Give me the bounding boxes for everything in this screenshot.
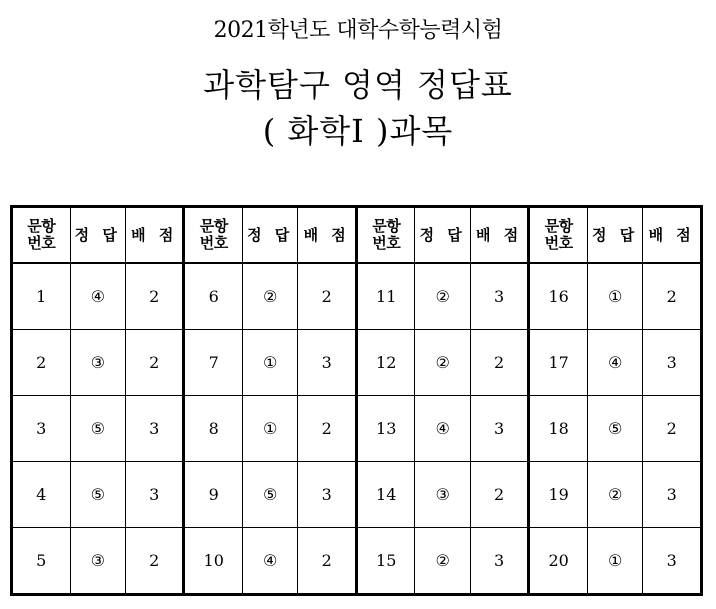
answer-cell: ⑤ — [70, 462, 125, 528]
table-row — [12, 330, 702, 396]
answer-cell: ① — [587, 263, 642, 330]
question-number-cell: 12 — [356, 330, 415, 396]
header-answer: 정 답 — [587, 207, 642, 264]
points-cell: 2 — [643, 396, 702, 462]
header-answer: 정 답 — [70, 207, 125, 264]
answer-cell: ② — [415, 528, 470, 595]
answer-cell: ⑤ — [587, 396, 642, 462]
question-number-cell: 9 — [184, 462, 243, 528]
answer-cell: ① — [587, 528, 642, 595]
points-cell: 3 — [643, 330, 702, 396]
question-number-cell: 19 — [529, 462, 588, 528]
header-points: 배 점 — [125, 207, 184, 264]
answer-cell: ⑤ — [70, 396, 125, 462]
question-number-cell: 17 — [529, 330, 588, 396]
points-cell: 2 — [125, 330, 184, 396]
header-question-number-line1: 문항 — [544, 217, 573, 235]
header-question-number — [356, 207, 415, 264]
points-cell: 3 — [470, 528, 529, 595]
answer-table-body — [12, 263, 702, 595]
table-row — [12, 263, 702, 330]
points-cell: 2 — [643, 263, 702, 330]
points-cell: 2 — [298, 263, 357, 330]
points-cell: 2 — [470, 462, 529, 528]
header-points: 배 점 — [298, 207, 357, 264]
answer-cell: ② — [242, 263, 297, 330]
points-cell: 3 — [125, 462, 184, 528]
answer-cell: ⑤ — [242, 462, 297, 528]
header-question-number — [184, 207, 243, 264]
header-answer: 정 답 — [415, 207, 470, 264]
question-number-cell: 1 — [12, 263, 71, 330]
question-number-cell: 18 — [529, 396, 588, 462]
answer-cell: ③ — [70, 528, 125, 595]
answer-cell: ④ — [242, 528, 297, 595]
table-row — [12, 462, 702, 528]
points-cell: 3 — [643, 528, 702, 595]
points-cell: 3 — [298, 462, 357, 528]
table-row — [12, 396, 702, 462]
answer-cell: ④ — [70, 263, 125, 330]
points-cell: 2 — [470, 330, 529, 396]
question-number-cell: 4 — [12, 462, 71, 528]
points-cell: 2 — [125, 263, 184, 330]
subject-heading: ( 화학Ⅰ )과목 — [262, 112, 454, 150]
header-question-number-line2: 번호 — [372, 234, 401, 252]
answer-cell: ④ — [587, 330, 642, 396]
header-answer: 정 답 — [242, 207, 297, 264]
answer-cell: ① — [242, 330, 297, 396]
points-cell: 3 — [470, 263, 529, 330]
header-points: 배 점 — [643, 207, 702, 264]
answer-key-table — [10, 205, 703, 596]
points-cell: 3 — [298, 330, 357, 396]
header-points: 배 점 — [470, 207, 529, 264]
header-question-number-line1: 문항 — [27, 217, 56, 235]
question-number-cell: 3 — [12, 396, 71, 462]
question-number-cell: 11 — [356, 263, 415, 330]
answer-cell: ② — [587, 462, 642, 528]
question-number-cell: 20 — [529, 528, 588, 595]
points-cell: 2 — [298, 396, 357, 462]
header-question-number-line2: 번호 — [544, 234, 573, 252]
header-question-number-line1: 문항 — [372, 217, 401, 235]
question-number-cell: 15 — [356, 528, 415, 595]
header-question-number — [529, 207, 588, 264]
question-number-cell: 13 — [356, 396, 415, 462]
question-number-cell: 7 — [184, 330, 243, 396]
points-cell: 3 — [643, 462, 702, 528]
exam-year-heading: 2021학년도 대학수학능력시험 — [213, 18, 503, 43]
answer-cell: ① — [242, 396, 297, 462]
points-cell: 2 — [298, 528, 357, 595]
answer-cell: ② — [415, 330, 470, 396]
question-number-cell: 10 — [184, 528, 243, 595]
answer-cell: ③ — [70, 330, 125, 396]
points-cell: 3 — [125, 396, 184, 462]
page-title: 과학탐구 영역 정답표 — [203, 66, 513, 104]
question-number-cell: 16 — [529, 263, 588, 330]
question-number-cell: 8 — [184, 396, 243, 462]
table-row — [12, 528, 702, 595]
answer-cell: ④ — [415, 396, 470, 462]
question-number-cell: 2 — [12, 330, 71, 396]
answer-cell: ③ — [415, 462, 470, 528]
question-number-cell: 6 — [184, 263, 243, 330]
header-question-number — [12, 207, 71, 264]
points-cell: 3 — [470, 396, 529, 462]
header-question-number-line1: 문항 — [199, 217, 228, 235]
question-number-cell: 14 — [356, 462, 415, 528]
table-header-row — [12, 207, 702, 264]
header-question-number-line2: 번호 — [27, 234, 56, 252]
question-number-cell: 5 — [12, 528, 71, 595]
header-question-number-line2: 번호 — [199, 234, 228, 252]
points-cell: 2 — [125, 528, 184, 595]
answer-cell: ② — [415, 263, 470, 330]
